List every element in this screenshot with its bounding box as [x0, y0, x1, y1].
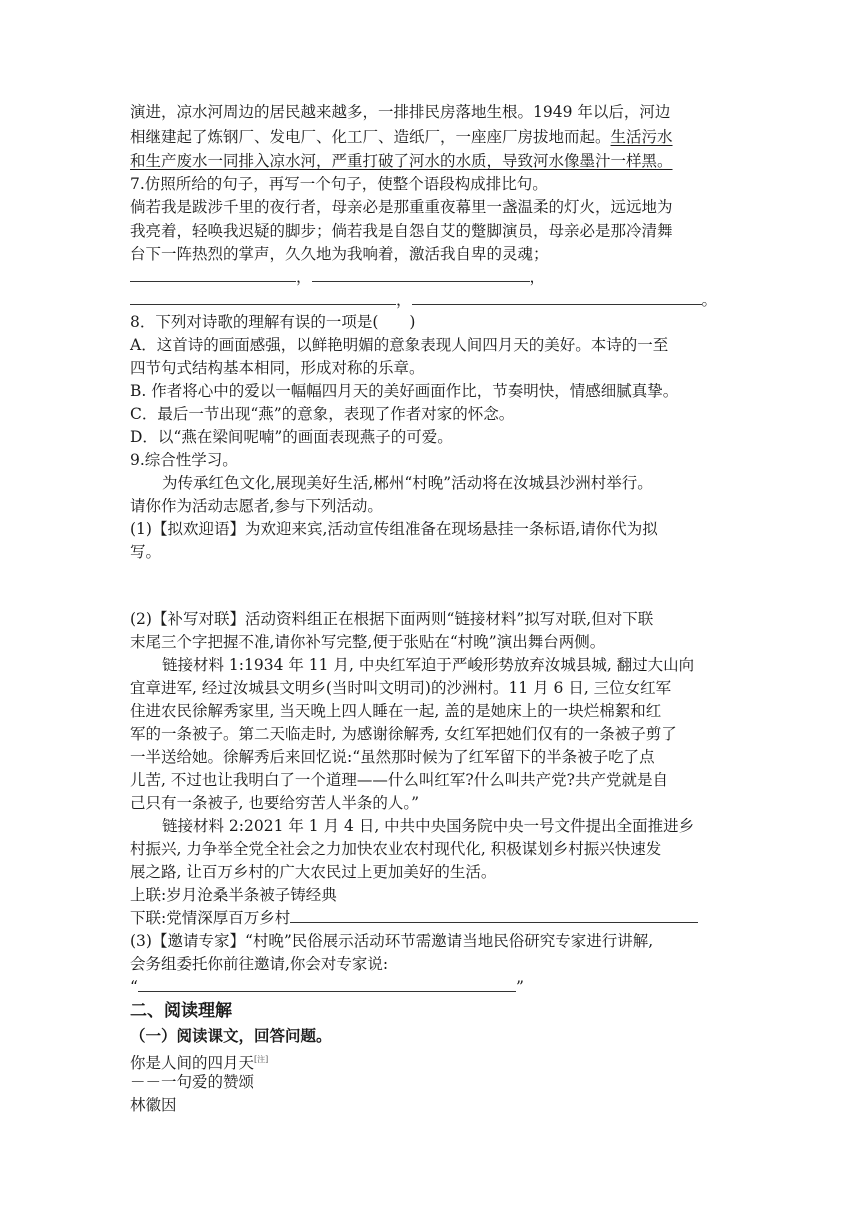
- q8-option-d: D．以“燕在梁间呢喃”的画面表现燕子的可爱。: [130, 428, 453, 446]
- q7-title: 7.仿照所给的句子，再写一个句子，使整个语段构成排比句。: [130, 175, 548, 193]
- q7-comma-3: ，: [396, 291, 412, 309]
- material-2-line-1: 链接材料 2:2021 年 1 月 4 日, 中共中央国务院中央一号文件提出全面推进乡: [162, 817, 695, 835]
- intro-underlined-2: 和生产废水一同排入凉水河，严重打破了河水的水质，导致河水像墨汁一样黑。: [130, 152, 673, 170]
- material-1-line-5: 一半送给她。徐解秀后来回忆说:“虽然那时候为了红军留下的半条被子吃了点: [130, 748, 655, 766]
- q7-blank-4[interactable]: [412, 290, 702, 305]
- q9-intro-line-1: 为传承红色文化,展现美好生活,郴州“村晚”活动将在汝城县沙洲村举行。: [162, 474, 653, 492]
- q9-task-2-line-2: 末尾三个字把握不准,请你补写完整,便于张贴在“村晚”演出舞台两侧。: [130, 633, 606, 651]
- q9-task-1-line-2: 写。: [130, 543, 162, 561]
- material-1-line-1: 链接材料 1:1934 年 11 月, 中央红军迫于严峻形势放弃汝城县城, 翻过大山向: [162, 656, 695, 674]
- poem-title: 你是人间的四月天: [130, 1054, 255, 1073]
- material-1-line-2: 宜章进军, 经过汝城县文明乡(当时叫文明司)的沙洲村。11 月 6 日, 三位女红军: [130, 679, 672, 697]
- q9-task-1-line-1: (1)【拟欢迎语】为欢迎来宾,活动宣传组准备在现场悬挂一条标语,请你代为拟: [130, 520, 658, 538]
- q9-intro-line-2: 请你作为活动志愿者,参与下列活动。: [130, 497, 383, 515]
- q7-comma-2: ，: [529, 268, 546, 286]
- couplet-upper: 上联:岁月沧桑半条被子铸经典: [130, 886, 337, 904]
- intro-line-2: [130, 126, 673, 149]
- material-1-line-7: 己只有一条被子, 也要给穷苦人半条的人。”: [130, 794, 420, 812]
- q7-period: 。: [701, 291, 718, 309]
- material-1-line-3: 住进农民徐解秀家里, 当天晚上四人睡在一起, 盖的是她床上的一块烂棉絮和红: [130, 702, 662, 720]
- open-quote: “: [130, 978, 138, 996]
- material-2-line-2: 村振兴, 力争举全党全社会之力加快农业农村现代化, 积极谋划乡村振兴快速发: [130, 840, 662, 858]
- q7-comma-1: ，: [296, 268, 312, 286]
- material-2-line-3: 展之路, 让百万乡村的广大农民过上更加美好的生活。: [130, 863, 497, 881]
- intro-underlined-1: 生活污水: [610, 128, 673, 146]
- material-1-line-4: 军的一条被子。第二天临走时, 为感谢徐解秀, 女红军把她们仅有的一条被子剪了: [130, 725, 677, 743]
- q8-option-b: B. 作者将心中的爱以一幅幅四月天的美好画面作比，节奏明快，情感细腻真挚。: [130, 382, 679, 400]
- q7-example-line-3: 台下一阵热烈的掌声，久久地为我响着，激活我自卑的灵魂；: [130, 245, 549, 263]
- poem-note-marker: [注]: [254, 1055, 269, 1064]
- section-2-title: 二、阅读理解: [130, 1001, 232, 1021]
- q7-blank-1[interactable]: [130, 267, 296, 282]
- couplet-lower-blank[interactable]: [290, 908, 698, 923]
- q8-title: 8．下列对诗歌的理解有误的一项是( ): [130, 313, 416, 331]
- couplet-lower-row: [130, 907, 698, 930]
- q7-example-line-2: 我亮着，轻唤我迟疑的脚步；倘若我是自怨自艾的蹩脚演员，母亲必是那冷清舞: [130, 222, 673, 240]
- q8-option-c: C．最后一节出现“燕”的意象，表现了作者对家的怀念。: [130, 405, 515, 423]
- q9-task-3-line-1: (3)【邀请专家】“村晚”民俗展示活动环节需邀请当地民俗研究专家进行讲解,: [130, 932, 654, 950]
- q7-answer-row-1: [130, 266, 545, 289]
- q9-task-3-answer-row: [130, 976, 524, 999]
- q7-example-line-1: 倘若我是跋涉千里的夜行者，母亲必是那重重夜幕里一盏温柔的灯火，远远地为: [130, 198, 673, 216]
- q9-title: 9.综合性学习。: [130, 451, 238, 469]
- intro-line-1: 演进，凉水河周边的居民越来越多，一排排民房落地生根。1949 年以后，河边: [130, 103, 671, 121]
- section-2-subtitle: （一）阅读课文，回答问题。: [130, 1027, 332, 1045]
- q9-task-3-blank[interactable]: [138, 977, 516, 992]
- q7-answer-row-2: [130, 289, 717, 312]
- q7-blank-2[interactable]: [312, 267, 530, 282]
- poem-author: 林徽因: [130, 1096, 177, 1114]
- q8-option-a-line-2: 四节句式结构基本相同，形成对称的乐章。: [130, 359, 425, 377]
- material-1-line-6: 儿苦, 不过也让我明白了一个道理——什么叫红军?什么叫共产党?共产党就是自: [130, 771, 668, 789]
- poem-subtitle: －－一句爱的赞颂: [130, 1073, 255, 1091]
- q8-option-a-line-1: A．这首诗的画面感强，以鲜艳明媚的意象表现人间四月天的美好。本诗的一至: [130, 336, 669, 354]
- couplet-lower: 下联:党情深厚百万乡村: [130, 909, 291, 927]
- q9-task-3-line-2: 会务组委托你前往邀请,你会对专家说:: [130, 955, 389, 973]
- close-quote: ”: [515, 978, 524, 996]
- intro-line-2-text: 相继建起了炼钢厂、发电厂、化工厂、造纸厂，一座座厂房拔地而起。: [130, 128, 611, 146]
- q7-blank-3[interactable]: [130, 290, 396, 305]
- q9-task-2-line-1: (2)【补写对联】活动资料组正在根据下面两则“链接材料”拟写对联,但对下联: [130, 610, 654, 628]
